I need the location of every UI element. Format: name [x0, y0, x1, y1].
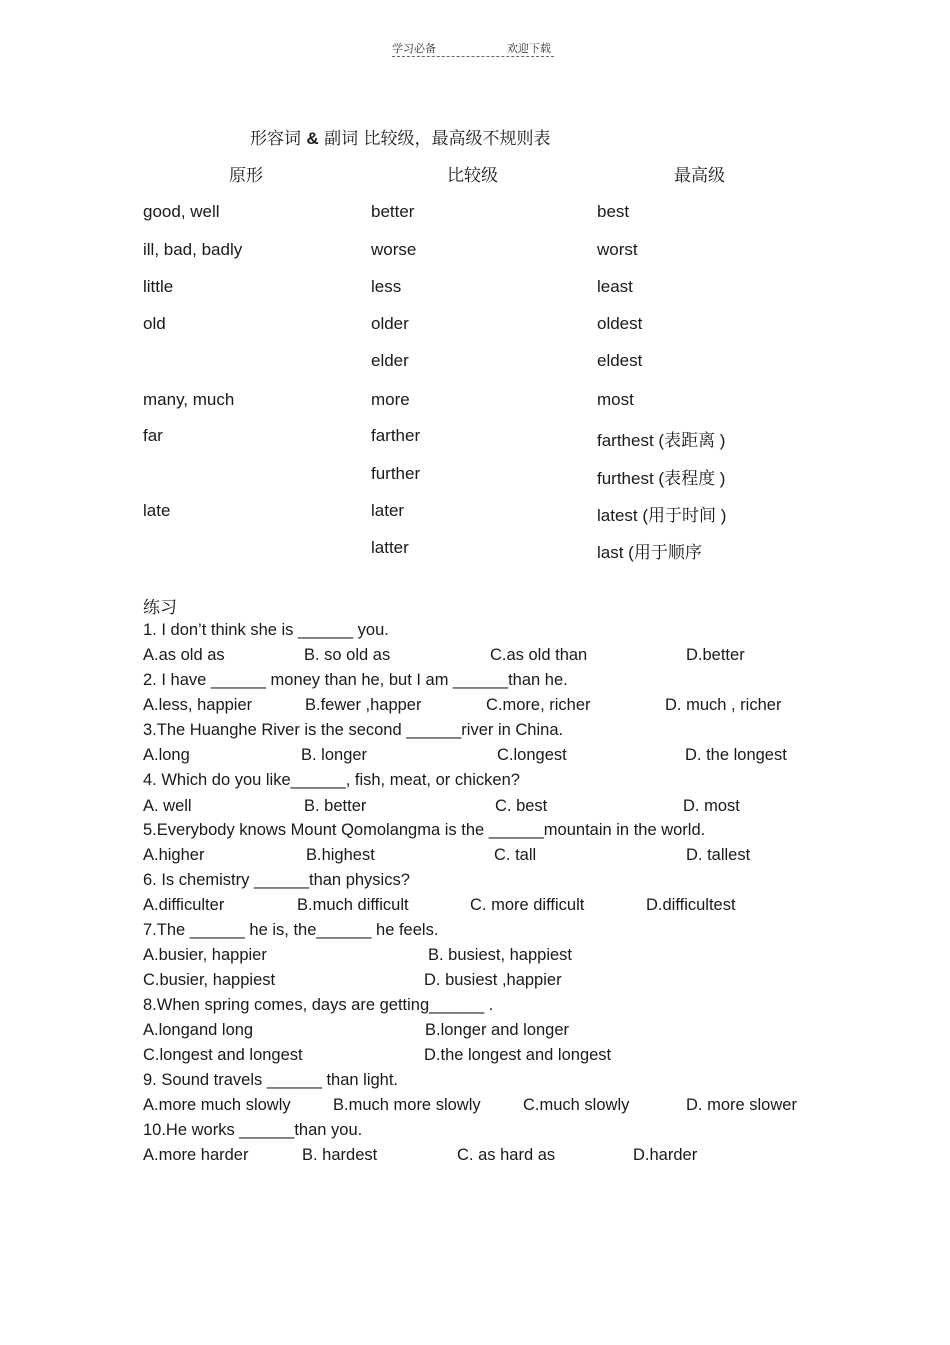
table-row	[0, 240, 950, 260]
option-b: B.longer and longer	[425, 1021, 570, 1039]
question-text: 6. Is chemistry ______than physics?	[143, 871, 410, 889]
superlative-form: farthest (表距离 )	[597, 431, 726, 450]
option-b: B. hardest	[302, 1146, 378, 1164]
comparative-form: elder	[371, 351, 409, 370]
page-header	[392, 40, 554, 57]
option-b: B.much more slowly	[333, 1096, 481, 1114]
question-text: 3.The Huanghe River is the second ______river in China.	[143, 721, 564, 739]
base-form: many, much	[143, 390, 235, 409]
option-c: C.much slowly	[523, 1096, 630, 1114]
option-a: A.busier, happier	[143, 946, 267, 964]
page-title	[250, 124, 551, 149]
title-ampersand: &	[306, 129, 319, 148]
table-row	[0, 202, 950, 222]
option-c: C. best	[495, 797, 548, 815]
option-a: A. well	[143, 797, 192, 815]
question-text: 10.He works ______than you.	[143, 1121, 363, 1139]
column-header-comparative: 比较级	[447, 166, 498, 186]
superlative-form: eldest	[597, 351, 643, 370]
exercise-title: 练习	[143, 598, 177, 618]
option-a: A.more harder	[143, 1146, 249, 1164]
base-form: old	[143, 314, 166, 333]
option-b: B.fewer ,happer	[305, 696, 422, 714]
option-b: B.much difficult	[297, 896, 409, 914]
option-c: C. tall	[494, 846, 537, 864]
option-c: C. more difficult	[470, 896, 585, 914]
option-b: B. busiest, happiest	[428, 946, 573, 964]
option-a: A.higher	[143, 846, 205, 864]
table-row	[0, 426, 950, 450]
question-text: 9. Sound travels ______ than light.	[143, 1071, 399, 1089]
comparative-form: less	[371, 277, 402, 296]
comparative-form: further	[371, 464, 421, 483]
comparative-form: better	[371, 202, 415, 221]
base-form: late	[143, 501, 171, 520]
option-b: B. better	[304, 797, 367, 815]
question-text: 2. I have ______ money than he, but I am ______than he.	[143, 671, 568, 689]
option-d: D. much , richer	[665, 696, 782, 714]
option-d: D.difficultest	[646, 896, 736, 914]
option-d: D. tallest	[686, 846, 751, 864]
option-d: D.the longest and longest	[424, 1046, 612, 1064]
option-a: A.less, happier	[143, 696, 253, 714]
option-b: B.highest	[306, 846, 375, 864]
base-form: little	[143, 277, 174, 296]
option-b: B. so old as	[304, 646, 391, 664]
option-b: B. longer	[301, 746, 368, 764]
comparative-form: more	[371, 390, 410, 409]
superlative-form: oldest	[597, 314, 643, 333]
column-header-superlative: 最高级	[674, 166, 725, 186]
table-row	[0, 464, 950, 488]
question-text: 4. Which do you like______, fish, meat, or chicken?	[143, 771, 520, 789]
option-d: D. most	[683, 797, 740, 815]
comparative-form: farther	[371, 426, 421, 445]
comparative-form: worse	[371, 240, 417, 259]
option-c: C.busier, happiest	[143, 971, 276, 989]
table-row	[0, 501, 950, 525]
option-c: C.as old than	[490, 646, 588, 664]
comparative-form: latter	[371, 538, 409, 557]
question-text: 5.Everybody knows Mount Qomolangma is the ______mountain in the world.	[143, 821, 706, 839]
base-form: good, well	[143, 202, 220, 221]
option-a: A.longand long	[143, 1021, 254, 1039]
option-a: A.difficulter	[143, 896, 225, 914]
superlative-form: least	[597, 277, 633, 296]
superlative-form: last (用于顺序	[597, 543, 702, 562]
table-row	[0, 538, 950, 562]
base-form: far	[143, 426, 163, 445]
option-c: C.longest	[497, 746, 567, 764]
table-row	[0, 277, 950, 297]
question-text: 8.When spring comes, days are getting______ .	[143, 996, 494, 1014]
comparative-form: later	[371, 501, 405, 520]
title-part2: 副词 比较级，最高级不规则表	[324, 129, 551, 149]
option-a: A.more much slowly	[143, 1096, 291, 1114]
header-right-text: 欢迎下载	[507, 42, 551, 55]
question-text: 7.The ______ he is, the______ he feels.	[143, 921, 439, 939]
option-a: A.long	[143, 746, 190, 764]
table-row	[0, 314, 950, 334]
base-form: ill, bad, badly	[143, 240, 243, 259]
table-row	[0, 351, 950, 371]
option-c: C.more, richer	[486, 696, 591, 714]
option-d: D.better	[686, 646, 745, 664]
title-part1: 形容词	[250, 129, 301, 149]
option-d: D.harder	[633, 1146, 698, 1164]
column-header-base: 原形	[229, 166, 263, 186]
header-left-text: 学习必备	[392, 42, 436, 55]
option-d: D. busiest ,happier	[424, 971, 562, 989]
comparative-form: older	[371, 314, 409, 333]
table-row	[0, 390, 950, 410]
superlative-form: furthest (表程度 )	[597, 469, 726, 488]
superlative-form: most	[597, 390, 634, 409]
superlative-form: best	[597, 202, 630, 221]
superlative-form: worst	[597, 240, 638, 259]
option-c: C. as hard as	[457, 1146, 556, 1164]
option-a: A.as old as	[143, 646, 225, 664]
option-c: C.longest and longest	[143, 1046, 303, 1064]
question-text: 1. I don’t think she is ______ you.	[143, 621, 389, 639]
superlative-form: latest (用于时间 )	[597, 506, 727, 525]
option-d: D. the longest	[685, 746, 787, 764]
option-d: D. more slower	[686, 1096, 797, 1114]
